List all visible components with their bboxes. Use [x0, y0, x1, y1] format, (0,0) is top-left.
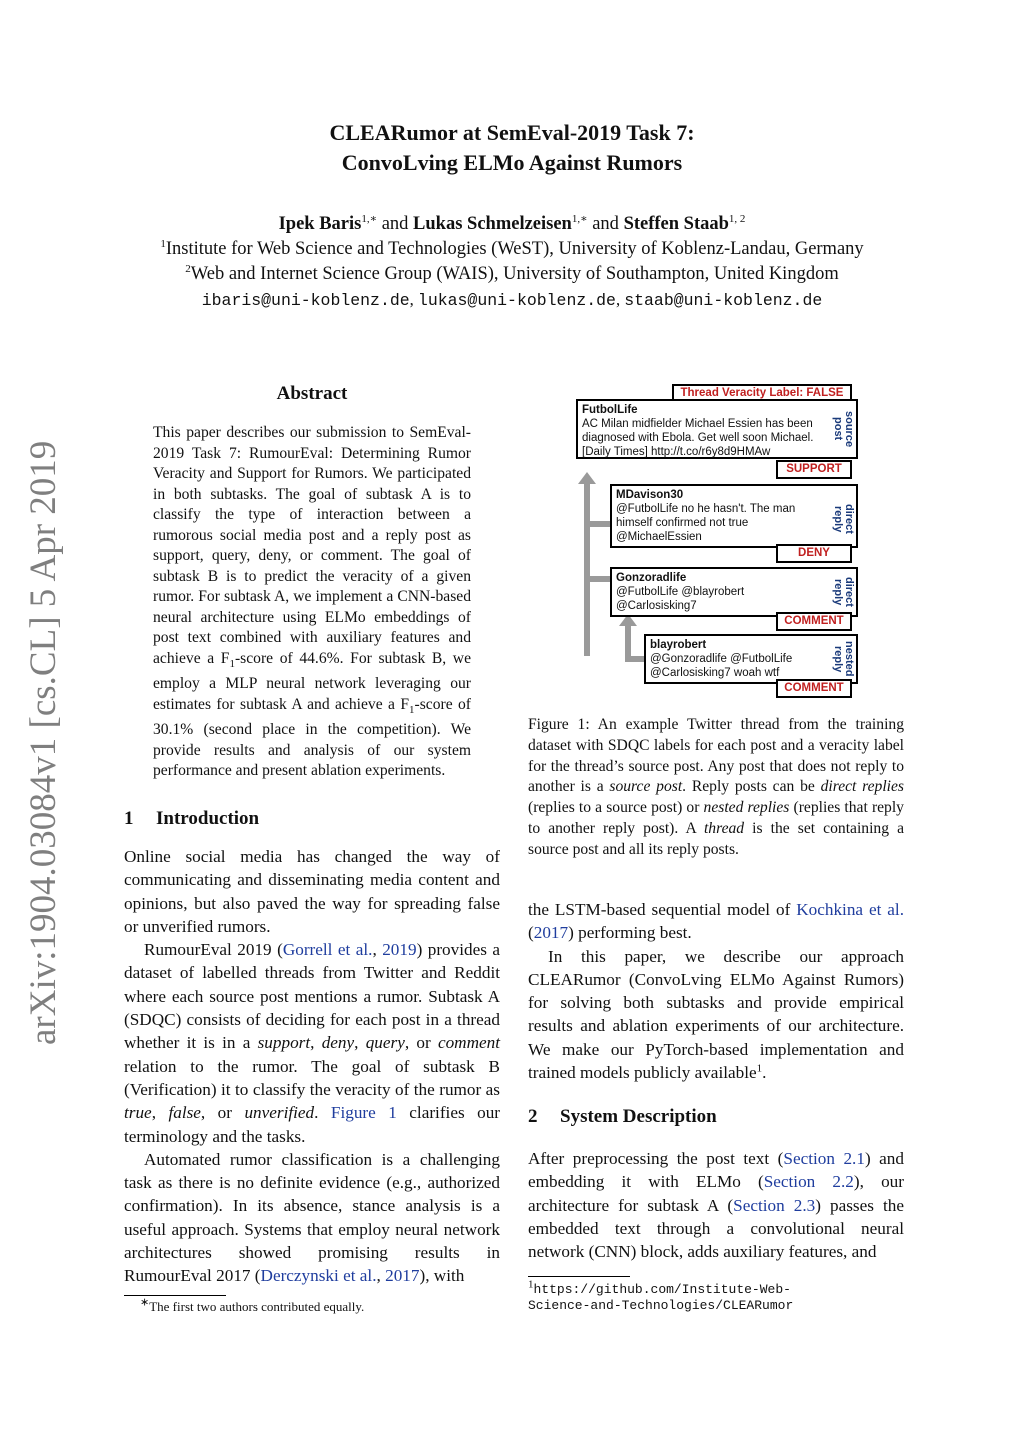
caption-b: . Reply posts can be [682, 778, 821, 796]
arrow-to-source-icon [578, 472, 596, 484]
rp3-c: ), our architecture for subtask A ( [528, 1172, 904, 1215]
post-source-line-2: diagnosed with Ebola. Get well soon Michael. [582, 432, 814, 444]
author-1: Ipek Baris [278, 214, 362, 234]
email-3[interactable]: staab@uni-koblenz.de [624, 291, 823, 310]
post-mdavison30 [610, 484, 858, 548]
sep-3: , or [404, 1033, 438, 1053]
email-2[interactable]: lukas@uni-koblenz.de [417, 291, 616, 310]
ref-section-2-3[interactable]: Section 2.3 [733, 1195, 816, 1215]
p2-b: , [372, 940, 383, 960]
term-support: support [257, 1033, 311, 1053]
p3-b: , [376, 1266, 386, 1286]
emails: ibaris@uni-koblenz.de, lukas@uni-koblenz.de, staab@uni-koblenz.de [201, 290, 823, 310]
post-source [576, 399, 858, 459]
abstract-heading: Abstract [276, 383, 348, 404]
post-blayrobert-user: blayrobert [650, 639, 707, 651]
section-2-heading [528, 1106, 717, 1128]
post-source-type: source post [832, 410, 855, 448]
sep-1: , [310, 1033, 322, 1053]
title-line-1: CLEARumor at SemEval-2019 Task 7: [329, 120, 695, 145]
footnote-right-line-1 [528, 1278, 793, 1298]
abstract-part-1: This paper describes our submission to SemEval-2019 Task 7: RumourEval: Determining Rumor Veracity and Support for Rumors. We participated in both subtasks. The goal of subtask A is to classify the type of interaction between a rumorous social media post and a reply post as support, query, deny, or comment. The goal of subtask B is to predict the veracity of a given rumor. For subtask A, we implement a CNN-based neural architecture using ELMo embeddings of post text combined with auxiliary features and achieve a F [153, 424, 471, 667]
post-blayrobert-type: nested reply [832, 641, 855, 677]
rp1-a: the LSTM-based sequential model of [528, 900, 797, 919]
section-1-heading [124, 808, 259, 830]
right-paragraph-2 [528, 945, 904, 1085]
rp2-a: In this paper, we describe our approach CLEARumor (ConvoLving ELMo Against Rumors) for solving both subtasks and provide empirical results and ablation experiments of our architecture. We make our PyTorch-based implementation and trained models publicly available [528, 946, 904, 1083]
p3-c: ), with [419, 1266, 465, 1286]
intro-body [124, 845, 500, 1288]
rp1-c: ) performing best. [568, 923, 692, 943]
term-unverified: unverified [244, 1103, 315, 1123]
intro-paragraph-1: Online social media has changed the way of communicating and disseminating media content and opinions, but also paved the way for spreading false or unverified rumors. [124, 847, 500, 936]
post-gonzoradlife-user: Gonzoradlife [616, 572, 687, 584]
post-source-label: SUPPORT [776, 460, 852, 479]
post-mdavison30-line-2: himself confirmed not true [616, 517, 749, 529]
section-1-title: Introduction [156, 808, 260, 829]
arxiv-stamp: arXiv:1904.03084v1 [cs.CL] 5 Apr 2019 [23, 440, 64, 1045]
cite-kochkina-year[interactable]: 2017 [533, 923, 569, 943]
caption-e: is the set containing a source post and all its reply posts. [528, 819, 905, 858]
term-comment: comment [437, 1033, 500, 1053]
aff2-sup: 2 [185, 262, 191, 275]
sep-6: . [314, 1103, 331, 1123]
github-url-2[interactable]: Science-and-Technologies/CLEARumor [528, 1298, 794, 1313]
term-true: true [124, 1103, 152, 1123]
figure-1-ref[interactable]: Figure 1 [330, 1103, 397, 1123]
caption-i2: direct replies [820, 778, 905, 796]
f1-sub-2: 1 [409, 703, 415, 716]
post-blayrobert [644, 634, 858, 684]
section-2-title: System Description [560, 1106, 717, 1127]
sep-4: , [151, 1103, 169, 1123]
rp2-b: . [762, 1063, 767, 1083]
author-2-sup: 1,∗ [571, 212, 588, 225]
connector-mdavison [584, 521, 612, 527]
footnote-left [140, 1296, 365, 1315]
f1-sub-1: 1 [229, 657, 235, 670]
author-block [0, 212, 1024, 313]
footnote-1-ref[interactable]: 1 [756, 1062, 763, 1075]
p2-d: relation to the rumor. The goal of subtask B (Verification) it to classify the veracity of the rumor as [124, 1056, 500, 1099]
term-query: query [365, 1033, 405, 1053]
footnote-left-text: The first two authors contributed equally. [149, 1299, 365, 1314]
sep-2: , [354, 1033, 366, 1053]
rp3-d: ) passes the embedded text through a convolutional neural network (CNN) block, adds auxiliary features, and [528, 1195, 904, 1262]
abstract-part-3: -score of 30.1% (second place in the competition). We provide results and analysis of our system performance and present ablation experiments. [153, 695, 471, 780]
section-2-body [528, 1147, 904, 1263]
email-1[interactable]: ibaris@uni-koblenz.de [201, 291, 410, 310]
connector-gonzoradlife [584, 576, 612, 582]
caption-i1: source post [609, 778, 683, 796]
cite-derczynski-year[interactable]: 2017 [385, 1266, 420, 1286]
section-2-paragraph-1 [528, 1147, 904, 1263]
section-2-number: 2 [528, 1106, 538, 1127]
post-source-user: FutbolLife [582, 404, 638, 416]
post-mdavison30-line-1: @FutbolLife no he hasn't. The man [616, 503, 796, 515]
p2-a: RumourEval 2019 ( [144, 940, 283, 960]
affiliation-1 [0, 237, 1024, 262]
ref-section-2-2[interactable]: Section 2.2 [763, 1172, 854, 1192]
author-3-sup: 1, 2 [728, 212, 746, 225]
aff1-text: Institute for Web Science and Technologies (WeST), University of Koblenz-Landau, Germany [165, 239, 864, 259]
p3-a: Automated rumor classification is a challenging task as there is no definite evidence (e.g., authorized confirmation). In its absence, stance analysis is a useful approach. Systems that employ neural network architectures showed promising results in RumourEval 2017 ( [124, 1149, 500, 1286]
rp3-b: ) and embedding it with ELMo ( [528, 1149, 904, 1192]
right-paragraph-1 [528, 898, 904, 945]
p2-e: clarifies our terminology and the tasks. [124, 1103, 501, 1146]
rp3-a: After preprocessing the post text ( [528, 1149, 784, 1168]
author-2: Lukas Schmelzeisen [413, 214, 572, 234]
cite-gorrell[interactable]: Gorrell et al. [282, 940, 373, 960]
cite-gorrell-year[interactable]: 2019 [382, 940, 417, 960]
post-blayrobert-line-2: @Carlosisking7 woah wtf [650, 667, 780, 679]
title-line-2: ConvoLving ELMo Against Rumors [341, 150, 683, 175]
caption-a: Figure 1: An example Twitter thread from the training dataset with SDQC labels for each post and a veracity label for the thread’s source post. Any post that does not reply to another is a [528, 716, 904, 796]
sep-5: , or [200, 1103, 245, 1123]
author-3: Steffen Staab [623, 214, 729, 234]
intro-paragraph-2 [124, 938, 500, 1148]
thread-line-main [584, 480, 590, 656]
and-1: and [381, 214, 409, 234]
post-gonzoradlife-type: direct reply [832, 577, 855, 607]
post-mdavison30-line-3: @MichaelEssien [616, 531, 702, 543]
abstract-part-2: -score of 44.6%. For subtask B, we employ a MLP neural network leveraging our estimates for subtask A and achieve a F [153, 649, 471, 713]
post-mdavison30-label: DENY [776, 544, 852, 563]
post-mdavison30-user: MDavison30 [616, 489, 684, 501]
rp1-b: ( [528, 923, 534, 943]
author-1-sup: 1,∗ [361, 212, 378, 225]
intro-paragraph-3 [124, 1148, 500, 1288]
post-gonzoradlife [610, 567, 858, 617]
ref-section-2-1[interactable]: Section 2.1 [783, 1149, 865, 1168]
section-1-number: 1 [124, 808, 134, 829]
cite-kochkina[interactable]: Kochkina et al. [796, 900, 904, 919]
github-url-1[interactable]: https://github.com/Institute-Web- [533, 1282, 791, 1297]
post-mdavison30-type: direct reply [832, 504, 855, 534]
p2-c: ) provides a dataset of labelled threads from Twitter and Reddit where each source post mentions a rumor. Subtask A (SDQC) consists of deciding for each post in a thread whether it is in a [124, 940, 501, 1053]
veracity-label: Thread Veracity Label: FALSE [672, 384, 852, 403]
caption-d: (replies that reply to another reply post). A [528, 799, 904, 837]
post-source-line-1: AC Milan midfielder Michael Essien has been [582, 418, 813, 430]
footnote-left-mark: ∗ [140, 1296, 150, 1309]
caption-i4: thread [703, 819, 745, 837]
right-column-top [528, 898, 904, 1084]
paper-title [0, 118, 1024, 178]
aff2-text: Web and Internet Science Group (WAIS), University of Southampton, United Kingdom [190, 264, 839, 284]
caption-i3: nested replies [703, 799, 790, 817]
author-names [0, 212, 1024, 237]
post-blayrobert-line-1: @Gonzoradlife @FutbolLife [650, 653, 793, 665]
caption-c: (replies to a source post) or [528, 799, 704, 817]
post-source-line-3: [Daily Times] http://t.co/r6y8d9HMAw [582, 446, 771, 458]
aff1-sup: 1 [160, 237, 166, 250]
and-2: and [592, 214, 619, 234]
post-gonzoradlife-label: COMMENT [776, 612, 852, 631]
post-blayrobert-label: COMMENT [776, 679, 852, 698]
post-gonzoradlife-line-2: @Carlosisking7 [616, 600, 697, 612]
footnote-right-mark: 1 [528, 1278, 534, 1291]
abstract-text [153, 423, 471, 782]
affiliation-2 [0, 262, 1024, 287]
term-false: false [168, 1103, 201, 1123]
figure-1-caption [528, 715, 904, 861]
term-deny: deny [321, 1033, 355, 1053]
figure-1 [574, 384, 864, 700]
cite-derczynski[interactable]: Derczynski et al. [260, 1266, 377, 1286]
footnote-right [528, 1278, 794, 1314]
post-gonzoradlife-line-1: @FutbolLife @blayrobert [616, 586, 745, 598]
footnote-rule-right [528, 1276, 630, 1277]
